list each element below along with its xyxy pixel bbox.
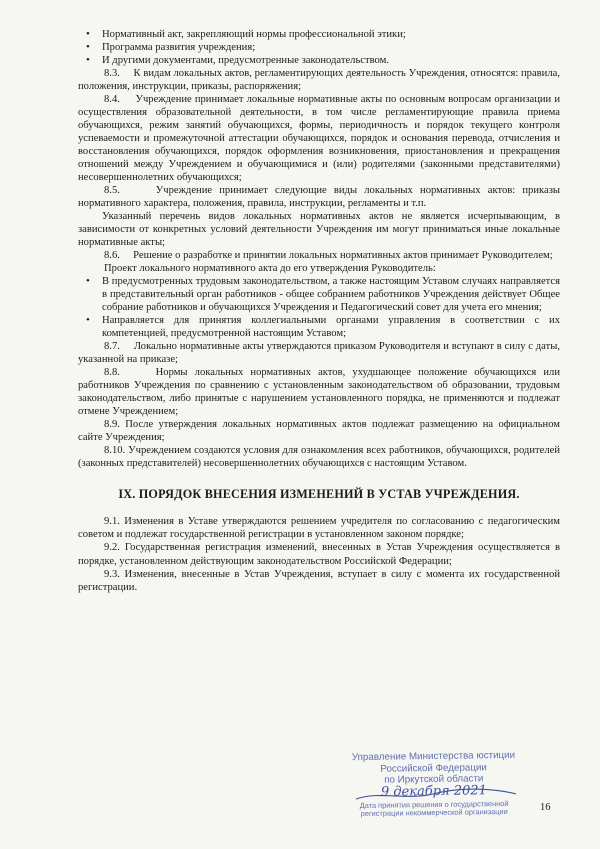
list-item: • Направляется для принятия коллегиальными органами управления в соответствии с их компетенцией, предусмотренной настоящим Уставом; (78, 314, 560, 340)
stamp-line: Российской Федерации (380, 761, 487, 775)
paragraph-list-note: Указанный перечень видов локальных нормативных актов не является исчерпывающим, в зависимости от конкретных условий деятельности Учреждения им могут приниматься иные локальные нормативные акты; (78, 211, 560, 248)
section-heading: IX. ПОРЯДОК ВНЕСЕНИЯ ИЗМЕНЕНИЙ В УСТАВ УЧРЕЖДЕНИЯ. (118, 487, 520, 501)
list-item: • Программа развития учреждения; (78, 41, 560, 54)
section-9 (78, 515, 560, 594)
paragraph-8-3: 8.3. К видам локальных актов, регламентирующих деятельность Учреждения, относятся: правила, положения, инструкции, приказы, распоряжения; (78, 68, 560, 92)
registration-stamp (337, 750, 530, 843)
paragraph-8-9: 8.9. После утверждения локальных нормативных актов подлежат размещению на официальном сайте Учреждения; (78, 419, 560, 443)
page-number: 16 (540, 802, 551, 813)
paragraph-9-3: 9.3. Изменения, внесенные в Устав Учреждения, вступает в силу с момента их государственной регистрации. (78, 568, 560, 594)
signature-icon (338, 784, 530, 803)
list-item: • И другими документами, предусмотренные законодательством. (78, 54, 560, 67)
paragraph-9-2: 9.2. Государственная регистрация изменений, внесенных в Устав Учреждения осуществляется в порядке, установленном действующим законодательством Российской Федерации; (78, 542, 560, 567)
paragraph-8-6: 8.6. Решение о разработке и принятии локальных нормативных актов принимает Руководителем; (104, 250, 553, 261)
stamp-line: регистрации некоммерческой организации (360, 807, 508, 819)
paragraph-8-5: 8.5. Учреждение принимает следующие виды локальных нормативных актов: приказы нормативного характера, положения, правила, инструкции, регламенты и т.п. (78, 185, 560, 209)
paragraph-8-7: 8.7. Локально нормативные акты утверждаются приказом Руководителя и вступают в силу с даты, указанной на приказе; (78, 341, 560, 365)
stamp-date: 9 декабря 2021 (380, 782, 487, 800)
stamp-line: по Иркутской области (384, 773, 484, 786)
stamp-line: Управление Министерства юстиции (351, 749, 516, 764)
paragraph-9-1: 9.1. Изменения в Уставе утверждаются решением учредителя по согласованию с педагогическим советом и подлежат государственной регистрации в установленном законом порядке; (78, 516, 560, 541)
paragraph-project: Проект локального нормативного акта до его утверждения Руководитель: (104, 263, 436, 274)
document-page (78, 28, 560, 594)
list-item: • Нормативный акт, закрепляющий нормы профессиональной этики; (78, 28, 560, 41)
paragraph-8-10: 8.10. Учреждением создаются условия для ознакомления всех работников, обучающихся, родителей (законных представителей) несовершеннолетних обучающихся с настоящим Уставом. (78, 445, 560, 469)
paragraph-8-4: 8.4. Учреждение принимает локальные нормативные акты по основным вопросам организации и осуществления образовательной деятельности, в том числе регламентирующие правила приема обучающихся, режим занятий обучающихся, формы, периодичность и порядок текущего контроля успеваемости и промежуточной аттестации обучающихся, порядок и основания перевода, отчисления и восстановления обучающихся, порядок оформления возникновения, приостановления и прекращения отношений между Учреждением и обучающимися и (или) родителями (законными представителями) несовершеннолетних обучающихся; (78, 94, 560, 183)
paragraph-8-8: 8.8. Нормы локальных нормативных актов, ухудшающее положение обучающихся или работников Учреждения по сравнению с установленным законодательством об образовании, трудовым законодательством, либо принятые с нарушением установленного порядка, не применяются и подлежат отмене Учреждением; (78, 367, 560, 417)
list-item: • В предусмотренных трудовым законодательством, а также настоящим Уставом случаях направляется в представительный орган работников - общее собранием работников Учреждения действует Общее собрание работников и обучающихся Учреждения и Педагогический совет для учета его мнения; (78, 275, 560, 314)
stamp-line: Дата принятия решения о государственной (359, 798, 509, 810)
stamp-signature (338, 784, 530, 802)
